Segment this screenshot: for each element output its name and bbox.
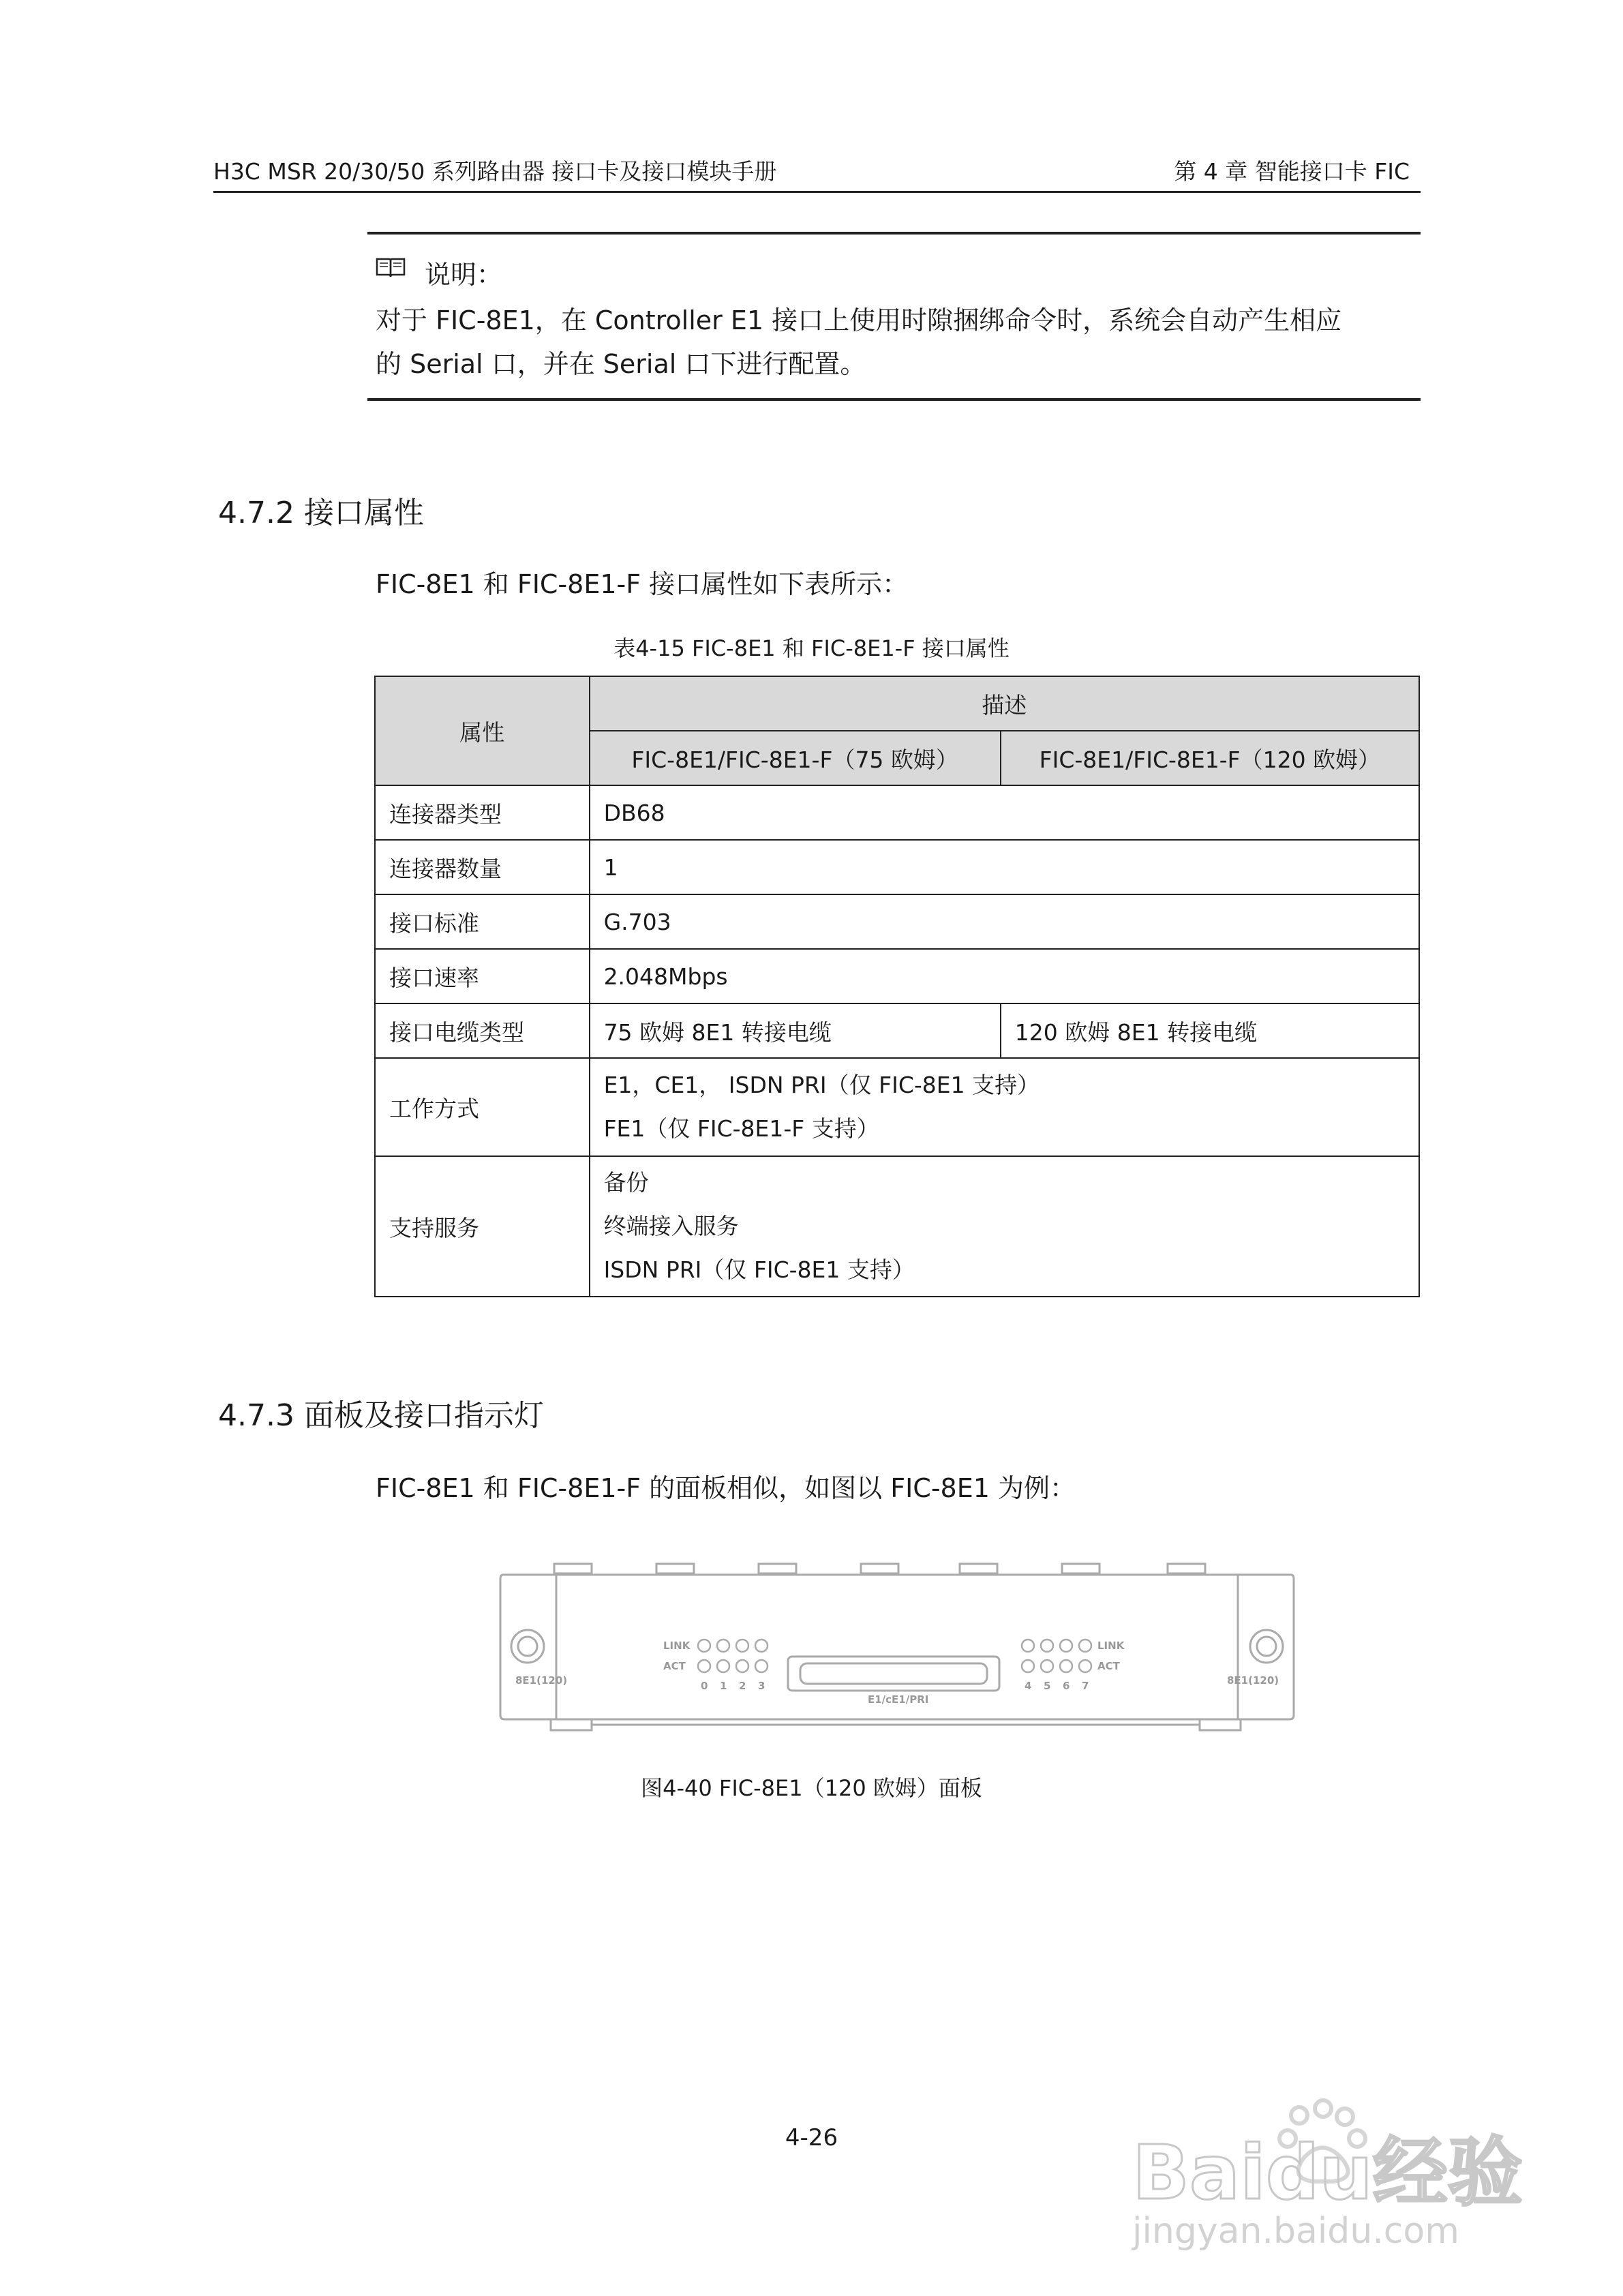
note-body — [376, 299, 1419, 386]
header-attr: 属性 — [375, 676, 590, 785]
row-value-multiline — [590, 1058, 1419, 1156]
note-text: FIC-8E1 — [436, 305, 535, 335]
row-line: FE1（仅 FIC-8E1-F 支持） — [603, 1115, 879, 1142]
page-number: 4-26 — [785, 2124, 838, 2151]
watermark-brand: Baidu经验 — [1132, 2129, 1523, 2216]
row-attr: 连接器数量 — [375, 840, 590, 894]
section-intro: FIC-8E1 和 FIC-8E1-F 的面板相似，如图以 FIC-8E1 为例： — [376, 1473, 1076, 1503]
port-number: 4 — [1025, 1680, 1032, 1692]
led-act-label-left: ACT — [663, 1660, 686, 1672]
section-heading: 4.7.2 接口属性 — [218, 496, 424, 530]
header-desc: 描述 — [590, 676, 1419, 731]
row-attr: 接口速率 — [375, 949, 590, 1003]
note-text: Controller E1 — [594, 305, 764, 335]
table-row — [375, 949, 1419, 1003]
row-attr: 支持服务 — [375, 1156, 590, 1297]
row-attr: 连接器类型 — [375, 785, 590, 840]
note-bottom-rule — [367, 398, 1421, 401]
table-row — [375, 1058, 1419, 1156]
row-attr: 接口标准 — [375, 894, 590, 949]
row-value-120: 120 欧姆 8E1 转接电缆 — [1001, 1003, 1419, 1058]
header-chapter-title: 第 4 章 智能接口卡 FIC — [1174, 158, 1410, 185]
led-link-label-right: LINK — [1097, 1640, 1125, 1652]
table-row — [375, 1003, 1419, 1058]
row-value: 2.048Mbps — [590, 949, 1419, 1003]
port-number: 1 — [720, 1680, 727, 1692]
note-text: Serial — [603, 349, 677, 379]
panel-label-left: 8E1(120) — [515, 1674, 568, 1687]
book-icon — [376, 256, 406, 278]
table-row — [375, 840, 1419, 894]
row-line: ISDN PRI（仅 FIC-8E1 支持） — [603, 1256, 915, 1283]
table-row — [375, 894, 1419, 949]
port-number: 2 — [739, 1680, 746, 1692]
header-75-ohm: FIC-8E1/FIC-8E1-F（75 欧姆） — [590, 731, 1001, 785]
row-value-multiline — [590, 1156, 1419, 1297]
row-value: DB68 — [590, 785, 1419, 840]
note-text: 的 — [376, 349, 410, 379]
port-number: 7 — [1082, 1680, 1089, 1692]
interface-attributes-table — [374, 676, 1420, 1297]
row-attr: 接口电缆类型 — [375, 1003, 590, 1058]
row-value: 1 — [590, 840, 1419, 894]
row-attr: 工作方式 — [375, 1058, 590, 1156]
row-line: 备份 — [603, 1169, 649, 1196]
panel-label-right: 8E1(120) — [1227, 1674, 1279, 1687]
port-number: 5 — [1044, 1680, 1051, 1692]
port-number: 3 — [758, 1680, 765, 1692]
port-number: 0 — [701, 1680, 708, 1692]
section-heading: 4.7.3 面板及接口指示灯 — [218, 1398, 544, 1433]
row-line: E1，CE1， ISDN PRI（仅 FIC-8E1 支持） — [603, 1072, 1040, 1098]
figure-caption: 图4-40 FIC-8E1（120 欧姆）面板 — [641, 1775, 982, 1801]
note-text: 接口上使用时隙捆绑命令时，系统会自动产生相应 — [763, 305, 1342, 335]
port-number: 6 — [1063, 1680, 1070, 1692]
note-title: 说明： — [425, 260, 503, 290]
row-value: G.703 — [590, 894, 1419, 949]
header-120-ohm: FIC-8E1/FIC-8E1-F（120 欧姆） — [1001, 731, 1419, 785]
led-link-label-left: LINK — [663, 1640, 691, 1652]
section-intro: FIC-8E1 和 FIC-8E1-F 接口属性如下表所示： — [376, 569, 909, 599]
header-divider — [213, 191, 1421, 193]
led-act-label-right: ACT — [1097, 1660, 1120, 1672]
table-header-row — [375, 676, 1419, 731]
table-caption: 表4-15 FIC-8E1 和 FIC-8E1-F 接口属性 — [613, 635, 1010, 661]
table-row — [375, 785, 1419, 840]
baidu-jingyan-watermark — [1125, 2096, 1548, 2253]
fic-8e1-panel-figure — [496, 1561, 1298, 1753]
watermark-url: jingyan.baidu.com — [1132, 2211, 1459, 2252]
table-row — [375, 1156, 1419, 1297]
row-line: 终端接入服务 — [603, 1213, 739, 1239]
header-left-title: H3C MSR 20/30/50 系列路由器 接口卡及接口模块手册 — [213, 158, 777, 185]
note-top-rule — [367, 232, 1421, 235]
note-text: 对于 — [376, 305, 436, 335]
row-value-75: 75 欧姆 8E1 转接电缆 — [590, 1003, 1001, 1058]
note-text: ，在 — [534, 305, 595, 335]
connector-label: E1/cE1/PRI — [868, 1693, 929, 1706]
note-text: 口下进行配置。 — [676, 349, 866, 379]
note-text: 口，并在 — [483, 349, 603, 379]
note-text: Serial — [410, 349, 483, 379]
